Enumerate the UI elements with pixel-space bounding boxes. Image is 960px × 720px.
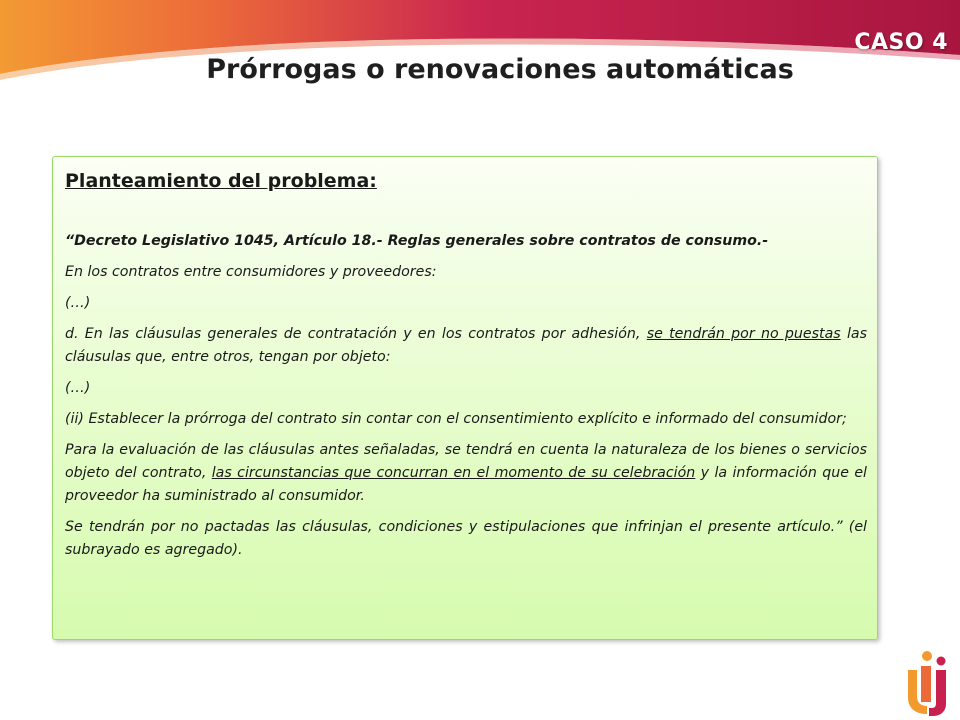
item-d-end: las cláusulas que, entre otros, tengan por objeto:: [65, 325, 867, 365]
closing-paragraph: Se tendrán por no pactadas las cláusulas, condiciones y estipulaciones que infrinjan el presente artículo.” (el subrayado es agregado).: [65, 518, 867, 558]
ellipsis-1: (…): [65, 294, 91, 311]
page-title: Prórrogas o renovaciones automáticas: [206, 54, 794, 85]
item-d-start: d. En las cláusulas generales de contratación y en los contratos por adhesión,: [65, 325, 647, 342]
item-d-underlined: se tendrán por no puestas: [646, 325, 841, 342]
evaluation-end: y la información que el proveedor ha suministrado al consumidor.: [65, 464, 867, 504]
content-box: [52, 156, 878, 640]
evaluation-paragraph: [65, 439, 867, 508]
section-heading: Planteamiento del problema:: [65, 170, 377, 192]
law-title: “Decreto Legislativo 1045, Artículo 18.- Reglas generales sobre contratos de consumo.-: [65, 232, 769, 249]
item-d-paragraph: [65, 323, 867, 369]
evaluation-underlined: las circunstancias que concurran en el momento de su celebración: [211, 464, 696, 481]
evaluation-start: Para la evaluación de las cláusulas antes señaladas, se tendrá en cuenta la naturaleza de los bienes o servicios objeto del contrato,: [65, 441, 867, 481]
item-ii-paragraph: (ii) Establecer la prórroga del contrato sin contar con el consentimiento explícito e informado del consumidor;: [65, 410, 847, 427]
case-label: CASO 4: [854, 30, 948, 55]
ellipsis-2: (…): [65, 379, 91, 396]
intro-paragraph: En los contratos entre consumidores y proveedores:: [65, 263, 437, 280]
university-logo-icon: [905, 650, 955, 716]
